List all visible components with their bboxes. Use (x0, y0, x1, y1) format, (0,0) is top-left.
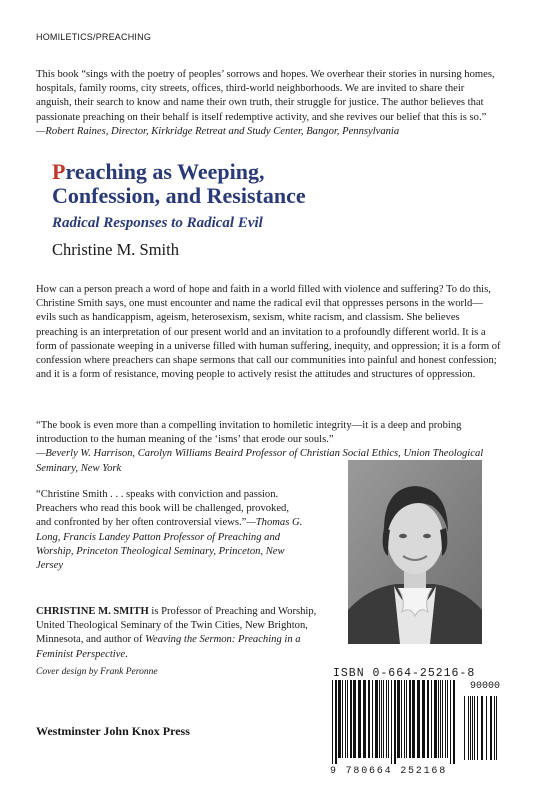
price-code: 90000 (470, 681, 501, 692)
cover-credit: Cover design by Frank Peronne (36, 667, 158, 677)
title-line1: reaching as Weeping, (65, 159, 265, 184)
title-initial: P (52, 159, 66, 184)
category-label: HOMILETICS/PREACHING (36, 32, 152, 42)
title-line2: Confession, and Resistance (52, 183, 306, 208)
book-subtitle: Radical Responses to Radical Evil (52, 215, 263, 231)
review-quote-raines (36, 68, 502, 139)
quote-text: This book “sings with the poetry of peoples’ sorrows and hopes. We overhear their stories in nursing homes, hospitals, family rooms, city streets, offices, third-world neighborhoods. We are invited to share their anguish, their search to know and name their own truth, their struggle for justice. The author believes that passionate preaching on their behalf is itself redemptive activity, and she revives our belief that this is so.” (36, 69, 495, 123)
barcode-number: 9 780664 252168 (330, 766, 448, 777)
quote-attribution: —Thomas G. Long, Francis Landey Patton Professor of Preaching and Worship, Princeton Theological Seminary, Princeton, New Jersey (36, 517, 303, 572)
barcode-bars (330, 680, 500, 764)
author-bio (36, 605, 336, 662)
quote-text: “Christine Smith . . . speaks with conviction and passion. Preachers who read this book will be challenged, provoked, and confronted by her often controversial views.” (36, 489, 289, 529)
book-author: Christine M. Smith (52, 240, 179, 259)
isbn-barcode (330, 680, 500, 764)
bio-end: . (125, 648, 128, 660)
book-description: How can a person preach a word of hope and faith in a world filled with violence and suffering? To do this, Christine Smith says, one must encounter and name the radical evil that oppresses persons in the world—evils such as handicappism, ageism, heterosexism, sexism, white racism, and classism. She believes preaching is an interpretation of our present world and an invitation to a profoundly different world. It is a form of passionate weeping in a universe filled with human suffering, inequity, and oppression; it is a form of confession where preachers can shape sermons that call our communities into painful and honest confession; and it is a form of resistance, moving people to actively resist the attitudes and structures of oppression. (36, 284, 501, 381)
bio-book-title: Weaving the Sermon: Preaching in a Feminist Perspective (36, 634, 301, 660)
bio-text: is Professor of Preaching and Worship, United Theological Seminary of the Twin Cities, New Brighton, Minnesota, and author of (36, 606, 317, 646)
quote-text: “The book is even more than a compelling invitation to homiletic integrity—it is a deep and probing introduction to the human meaning of the ‘isms’ that erode our souls.” (36, 420, 462, 446)
book-title (52, 160, 306, 208)
author-portrait-image (348, 460, 482, 644)
publisher-name: Westminster John Knox Press (36, 724, 190, 738)
quote-attribution: —Robert Raines, Director, Kirkridge Retreat and Study Center, Bangor, Pennsylvania (36, 125, 400, 137)
bio-name: CHRISTINE M. SMITH (36, 606, 149, 617)
quote-attribution: —Beverly W. Harrison, Carolyn Williams Beaird Professor of Christian Social Ethics, Union Theological Seminary, New York (36, 448, 484, 474)
review-quote-long (36, 488, 306, 573)
isbn-label: ISBN 0-664-25216-8 (333, 667, 476, 680)
author-photo (348, 460, 482, 644)
